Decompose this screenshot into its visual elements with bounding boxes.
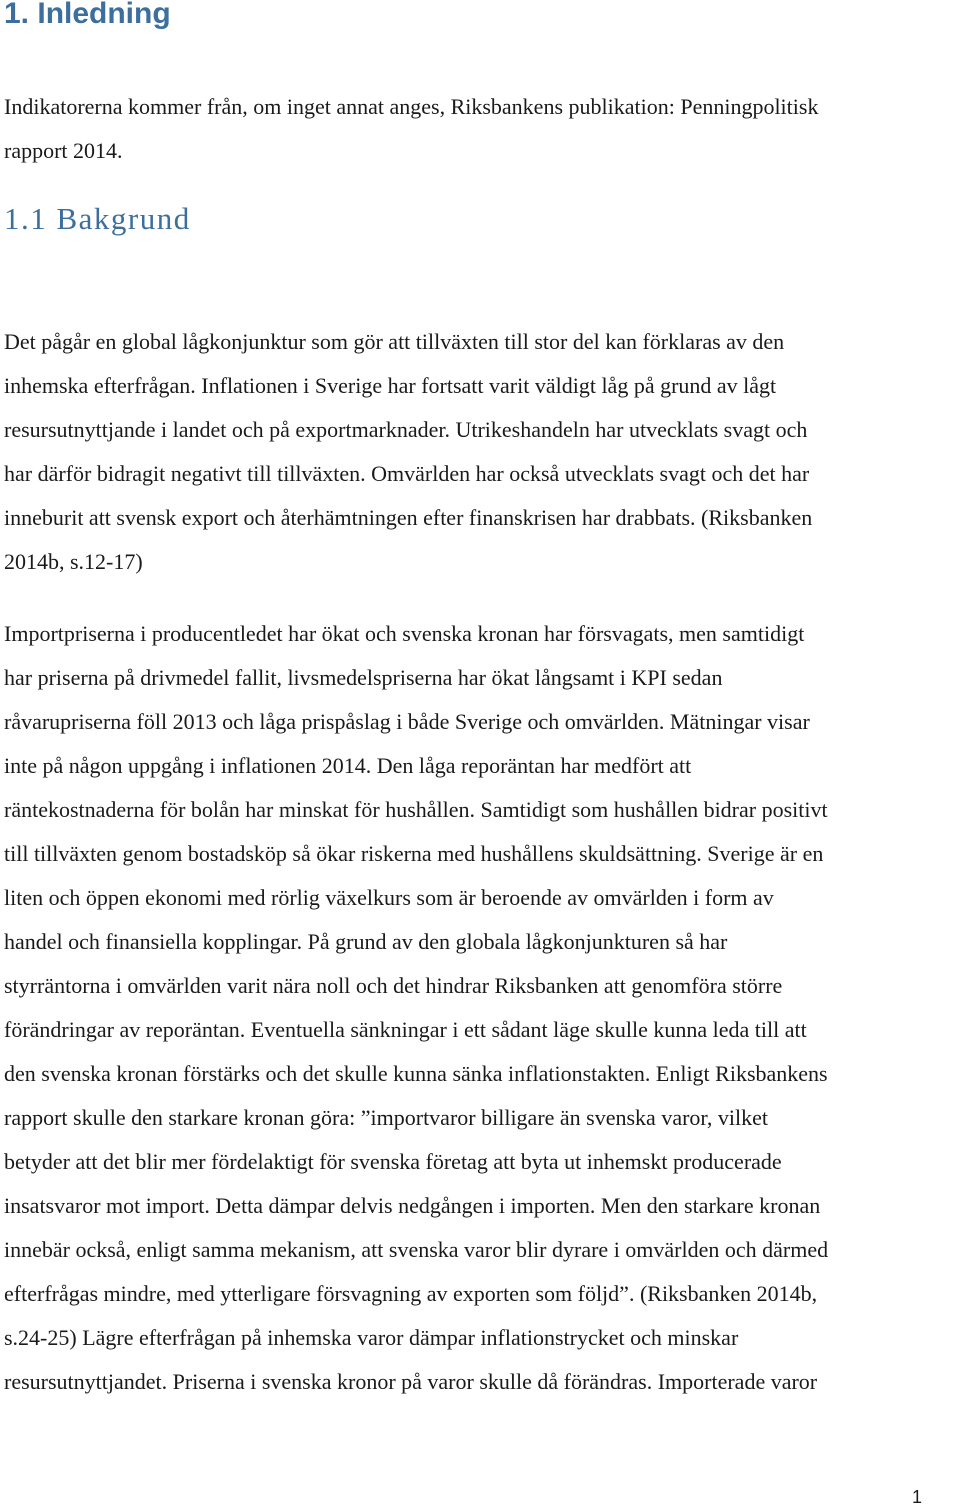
- paragraph-line: räntekostnaderna för bolån har minskat för hushållen. Samtidigt som hushållen bidrar positivt: [4, 797, 828, 822]
- paragraph-line: förändringar av reporäntan. Eventuella sänkningar i ett sådant läge skulle kunna leda till att: [4, 1017, 807, 1042]
- paragraph-line: rapport skulle den starkare kronan göra: ”importvaror billigare än svenska varor, vilket: [4, 1105, 768, 1130]
- paragraph-line: betyder att det blir mer fördelaktigt för svenska företag att byta ut inhemskt producerade: [4, 1149, 782, 1174]
- paragraph-line: innebär också, enligt samma mekanism, att svenska varor blir dyrare i omvärlden och därmed: [4, 1237, 829, 1262]
- bakgrund-paragraph-2: [4, 612, 828, 1404]
- paragraph-line: till tillväxten genom bostadsköp så ökar riskerna med hushållens skuldsättning. Sverige är en: [4, 841, 824, 866]
- paragraph-line: inneburit att svensk export och återhämtningen efter finanskrisen har drabbats. (Riksbanken: [4, 505, 813, 530]
- bakgrund-paragraph-1: [4, 320, 812, 584]
- paragraph-line: styrräntorna i omvärlden varit nära noll och det hindrar Riksbanken att genomföra större: [4, 973, 783, 998]
- page-number: 1: [911, 1487, 922, 1507]
- paragraph-line: resursutnyttjandet. Priserna i svenska kronor på varor skulle då förändras. Importerade varor: [4, 1369, 818, 1394]
- paragraph-line: 2014b, s.12-17): [4, 549, 143, 574]
- paragraph-line: resursutnyttjande i landet och på exportmarknader. Utrikeshandeln har utvecklats svagt och: [4, 417, 808, 442]
- paragraph-line: råvarupriserna föll 2013 och låga prispåslag i både Sverige och omvärlden. Mätningar visar: [4, 709, 810, 734]
- subsection-heading-bakgrund: 1.1 Bakgrund: [4, 201, 191, 236]
- paragraph-line: inhemska efterfrågan. Inflationen i Sverige har fortsatt varit väldigt låg på grund av lågt: [4, 373, 777, 398]
- paragraph-line: efterfrågas mindre, med ytterligare försvagning av exporten som följd”. (Riksbanken 2014b,: [4, 1281, 818, 1306]
- paragraph-line: liten och öppen ekonomi med rörlig växelkurs som är beroende av omvärlden i form av: [4, 885, 774, 910]
- paragraph-line: handel och finansiella kopplingar. På grund av den globala lågkonjunkturen så har: [4, 929, 728, 954]
- paragraph-line: Det pågår en global lågkonjunktur som gör att tillväxten till stor del kan förklaras av den: [4, 329, 785, 354]
- paragraph-line: Importpriserna i producentledet har ökat och svenska kronan har försvagats, men samtidigt: [4, 621, 805, 646]
- paragraph-line: inte på någon uppgång i inflationen 2014. Den låga reporäntan har medfört att: [4, 753, 692, 778]
- paragraph-line: Indikatorerna kommer från, om inget annat anges, Riksbankens publikation: Penningpolitisk: [4, 94, 819, 119]
- paragraph-line: den svenska kronan förstärks och det skulle kunna sänka inflationstakten. Enligt Riksbankens: [4, 1061, 828, 1086]
- paragraph-line: insatsvaror mot import. Detta dämpar delvis nedgången i importen. Men den starkare kronan: [4, 1193, 821, 1218]
- intro-paragraph: [4, 85, 818, 173]
- paragraph-line: har priserna på drivmedel fallit, livsmedelspriserna har ökat långsamt i KPI sedan: [4, 665, 723, 690]
- paragraph-line: s.24-25) Lägre efterfrågan på inhemska varor dämpar inflationstrycket och minskar: [4, 1325, 739, 1350]
- paragraph-line: har därför bidragit negativt till tillväxten. Omvärlden har också utvecklats svagt och det har: [4, 461, 810, 486]
- section-heading-inledning: 1. Inledning: [4, 0, 171, 30]
- paragraph-line: rapport 2014.: [4, 138, 123, 163]
